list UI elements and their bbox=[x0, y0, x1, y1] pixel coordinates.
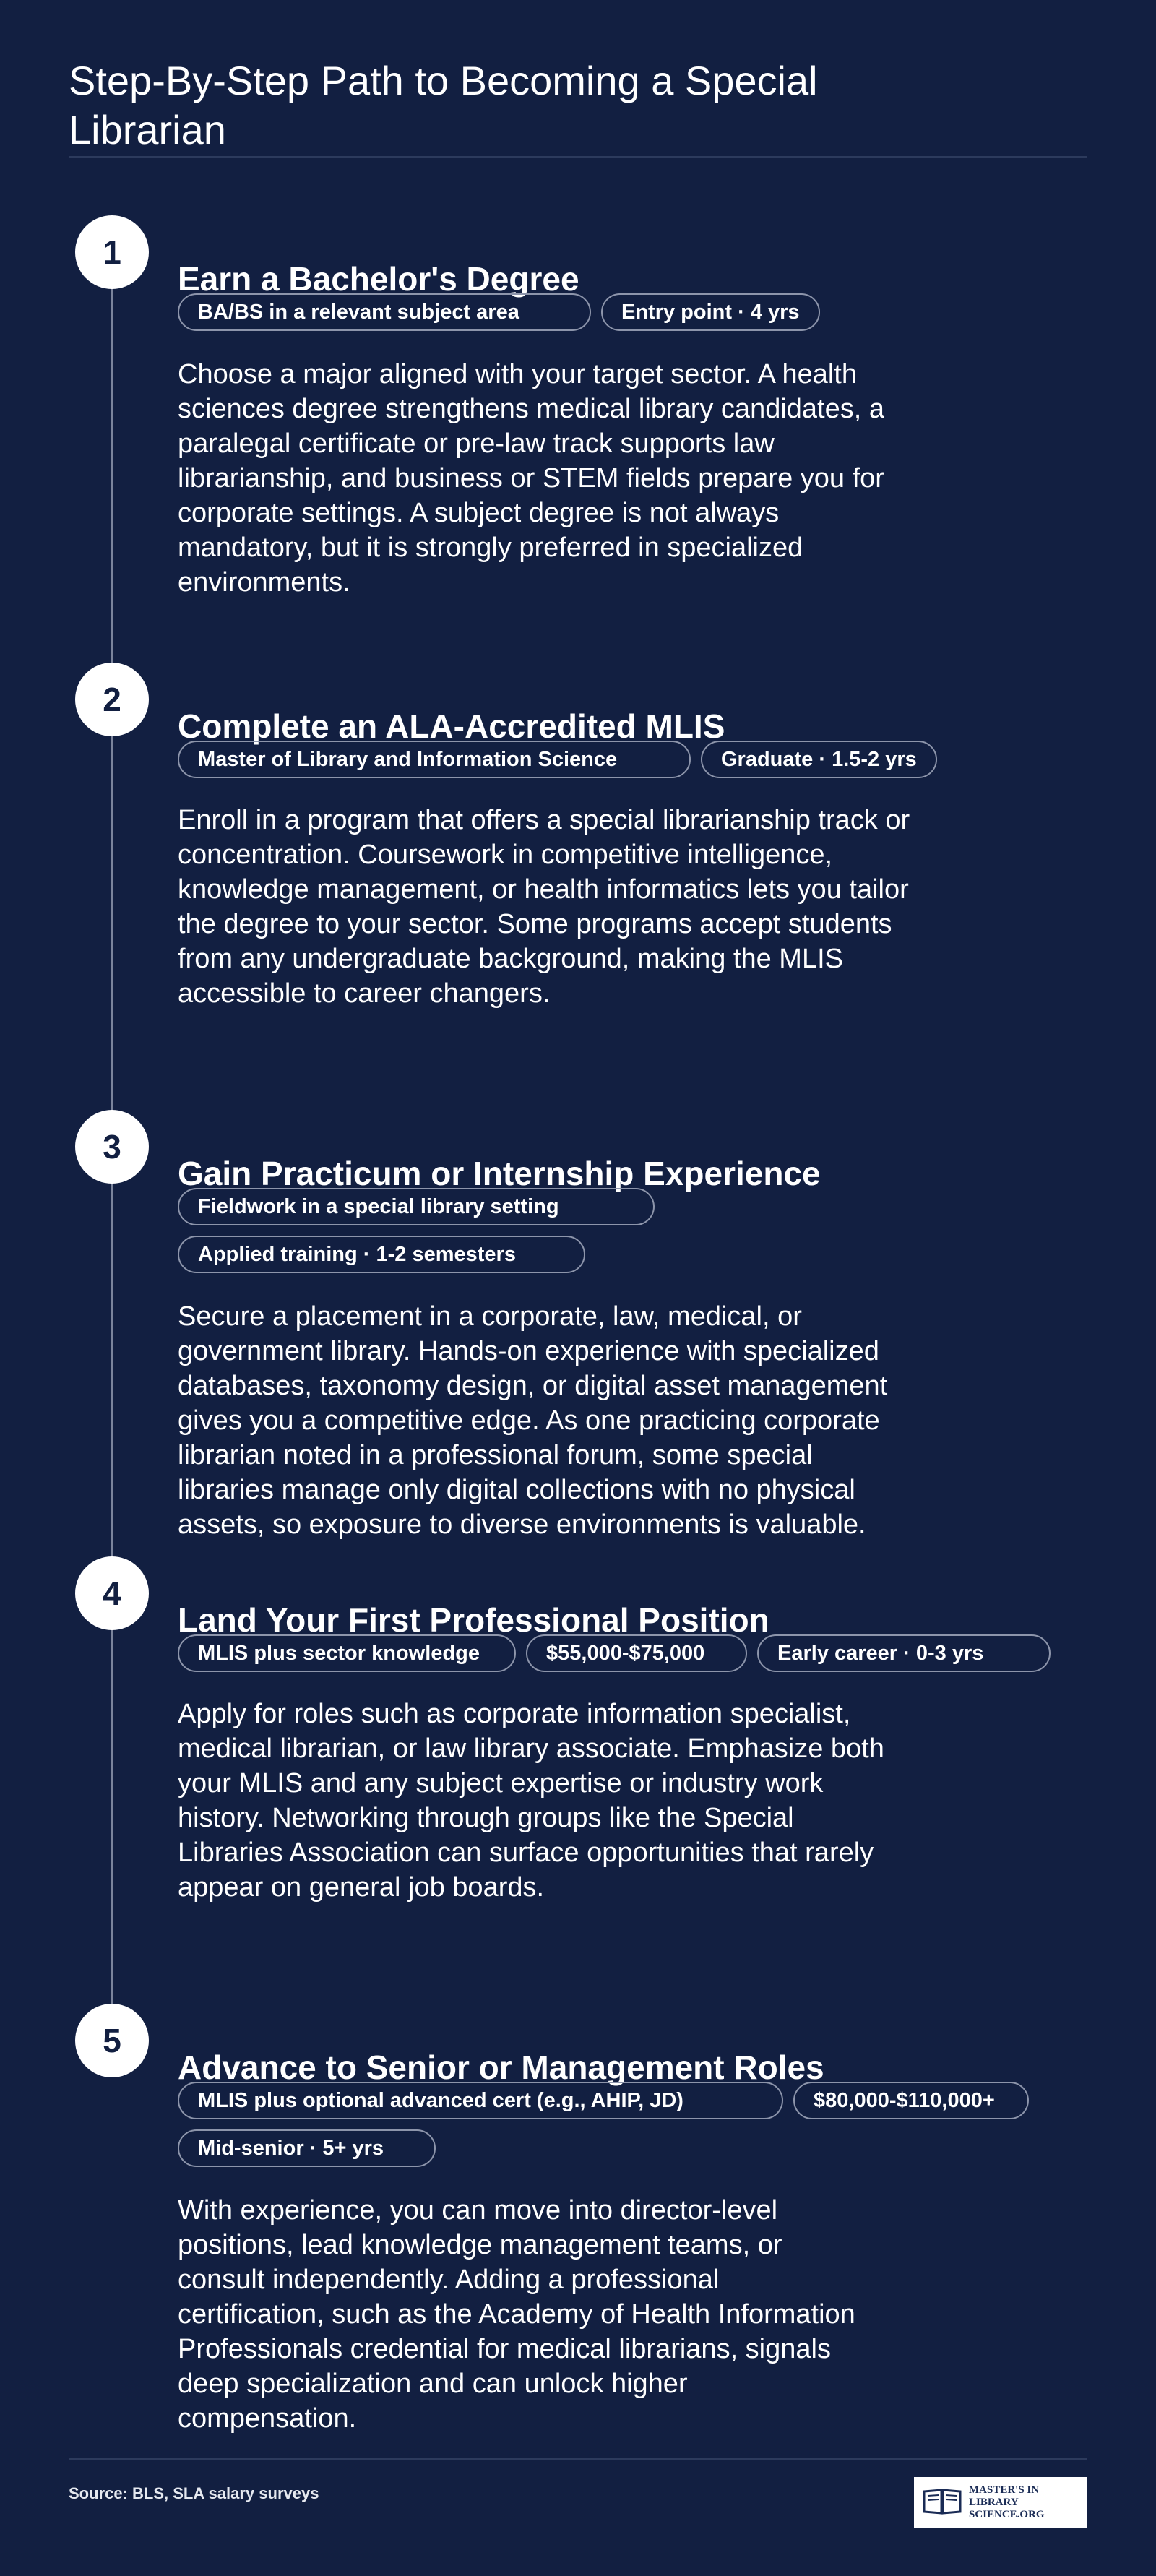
salary-tag: $55,000-$75,000 bbox=[526, 1634, 747, 1672]
step-title: Advance to Senior or Management Roles bbox=[178, 2049, 824, 2087]
credential-tag: Fieldwork in a special library setting bbox=[178, 1188, 655, 1225]
credential-tag: MLIS plus optional advanced cert (e.g., AHIP, JD) bbox=[178, 2082, 783, 2119]
step-description: Choose a major aligned with your target sector. A health sciences degree strengthens medical library candidates, a paralegal certificate or pre-law track supports law librarianship, and business or STEM fields prepare you for corporate settings. A subject degree is not always mandatory, but it is strongly preferred in specialized environments. bbox=[178, 359, 884, 598]
duration-tag: Applied training · 1-2 semesters bbox=[178, 1236, 585, 1273]
step-title: Earn a Bachelor's Degree bbox=[178, 260, 579, 298]
source-note: Source: BLS, SLA salary surveys bbox=[69, 2484, 319, 2502]
duration-tag: Entry point · 4 yrs bbox=[601, 293, 820, 331]
site-logo[interactable] bbox=[914, 2477, 1087, 2528]
logo-text: MASTER'S IN LIBRARY SCIENCE.ORG bbox=[969, 2484, 1045, 2520]
step-tags bbox=[178, 741, 1074, 778]
credential-tag: Master of Library and Information Science bbox=[178, 741, 691, 778]
duration-tag: Mid-senior · 5+ yrs bbox=[178, 2129, 436, 2167]
book-icon bbox=[921, 2486, 963, 2520]
step-description: Apply for roles such as corporate information specialist, medical librarian, or law library associate. Emphasize both your MLIS and any subject expertise or industry work history. Networking through groups like the Special Libraries Association can surface opportunities that rarely appear on general job boards. bbox=[178, 1699, 884, 1903]
step-tags bbox=[178, 1188, 669, 1273]
credential-tag: BA/BS in a relevant subject area bbox=[178, 293, 591, 331]
step-title: Complete an ALA-Accredited MLIS bbox=[178, 707, 725, 746]
salary-tag: $80,000-$110,000+ bbox=[793, 2082, 1029, 2119]
duration-tag: Graduate · 1.5-2 yrs bbox=[701, 741, 937, 778]
footer-divider bbox=[69, 2458, 1087, 2460]
step-number-badge: 1 bbox=[75, 215, 149, 289]
credential-tag: MLIS plus sector knowledge bbox=[178, 1634, 516, 1672]
step-number-badge: 2 bbox=[75, 663, 149, 736]
step-number-badge: 4 bbox=[75, 1556, 149, 1630]
step-number-badge: 3 bbox=[75, 1110, 149, 1184]
step-tags bbox=[178, 1634, 1074, 1672]
header-divider bbox=[69, 156, 1087, 158]
step-tags bbox=[178, 293, 1074, 331]
step-title: Land Your First Professional Position bbox=[178, 1601, 769, 1640]
step-description: Enroll in a program that offers a special librarianship track or concentration. Coursework in competitive intelligence, knowledge management, or health informatics lets you tailor the degree to your sector. Some programs accept students from any undergraduate background, making the MLIS accessible to career changers. bbox=[178, 805, 910, 1009]
duration-tag: Early career · 0-3 yrs bbox=[757, 1634, 1051, 1672]
step-title: Gain Practicum or Internship Experience bbox=[178, 1155, 821, 1193]
page-title: Step-By-Step Path to Becoming a Special Librarian bbox=[69, 57, 818, 152]
step-description: With experience, you can move into director-level positions, lead knowledge management teams, or consult independently. Adding a professional certification, such as the Academy of Health Information Professionals credential for medical librarians, signals deep specialization and can unlock higher compensation. bbox=[178, 2195, 855, 2434]
step-number-badge: 5 bbox=[75, 2004, 149, 2077]
step-description: Secure a placement in a corporate, law, medical, or government library. Hands-on experience with specialized databases, taxonomy design, or digital asset management gives you a competitive edge. As one practicing corporate librarian noted in a professional forum, some special libraries manage only digital collections with no physical assets, so exposure to diverse environments is valuable. bbox=[178, 1301, 888, 1540]
step-tags bbox=[178, 2082, 1045, 2167]
